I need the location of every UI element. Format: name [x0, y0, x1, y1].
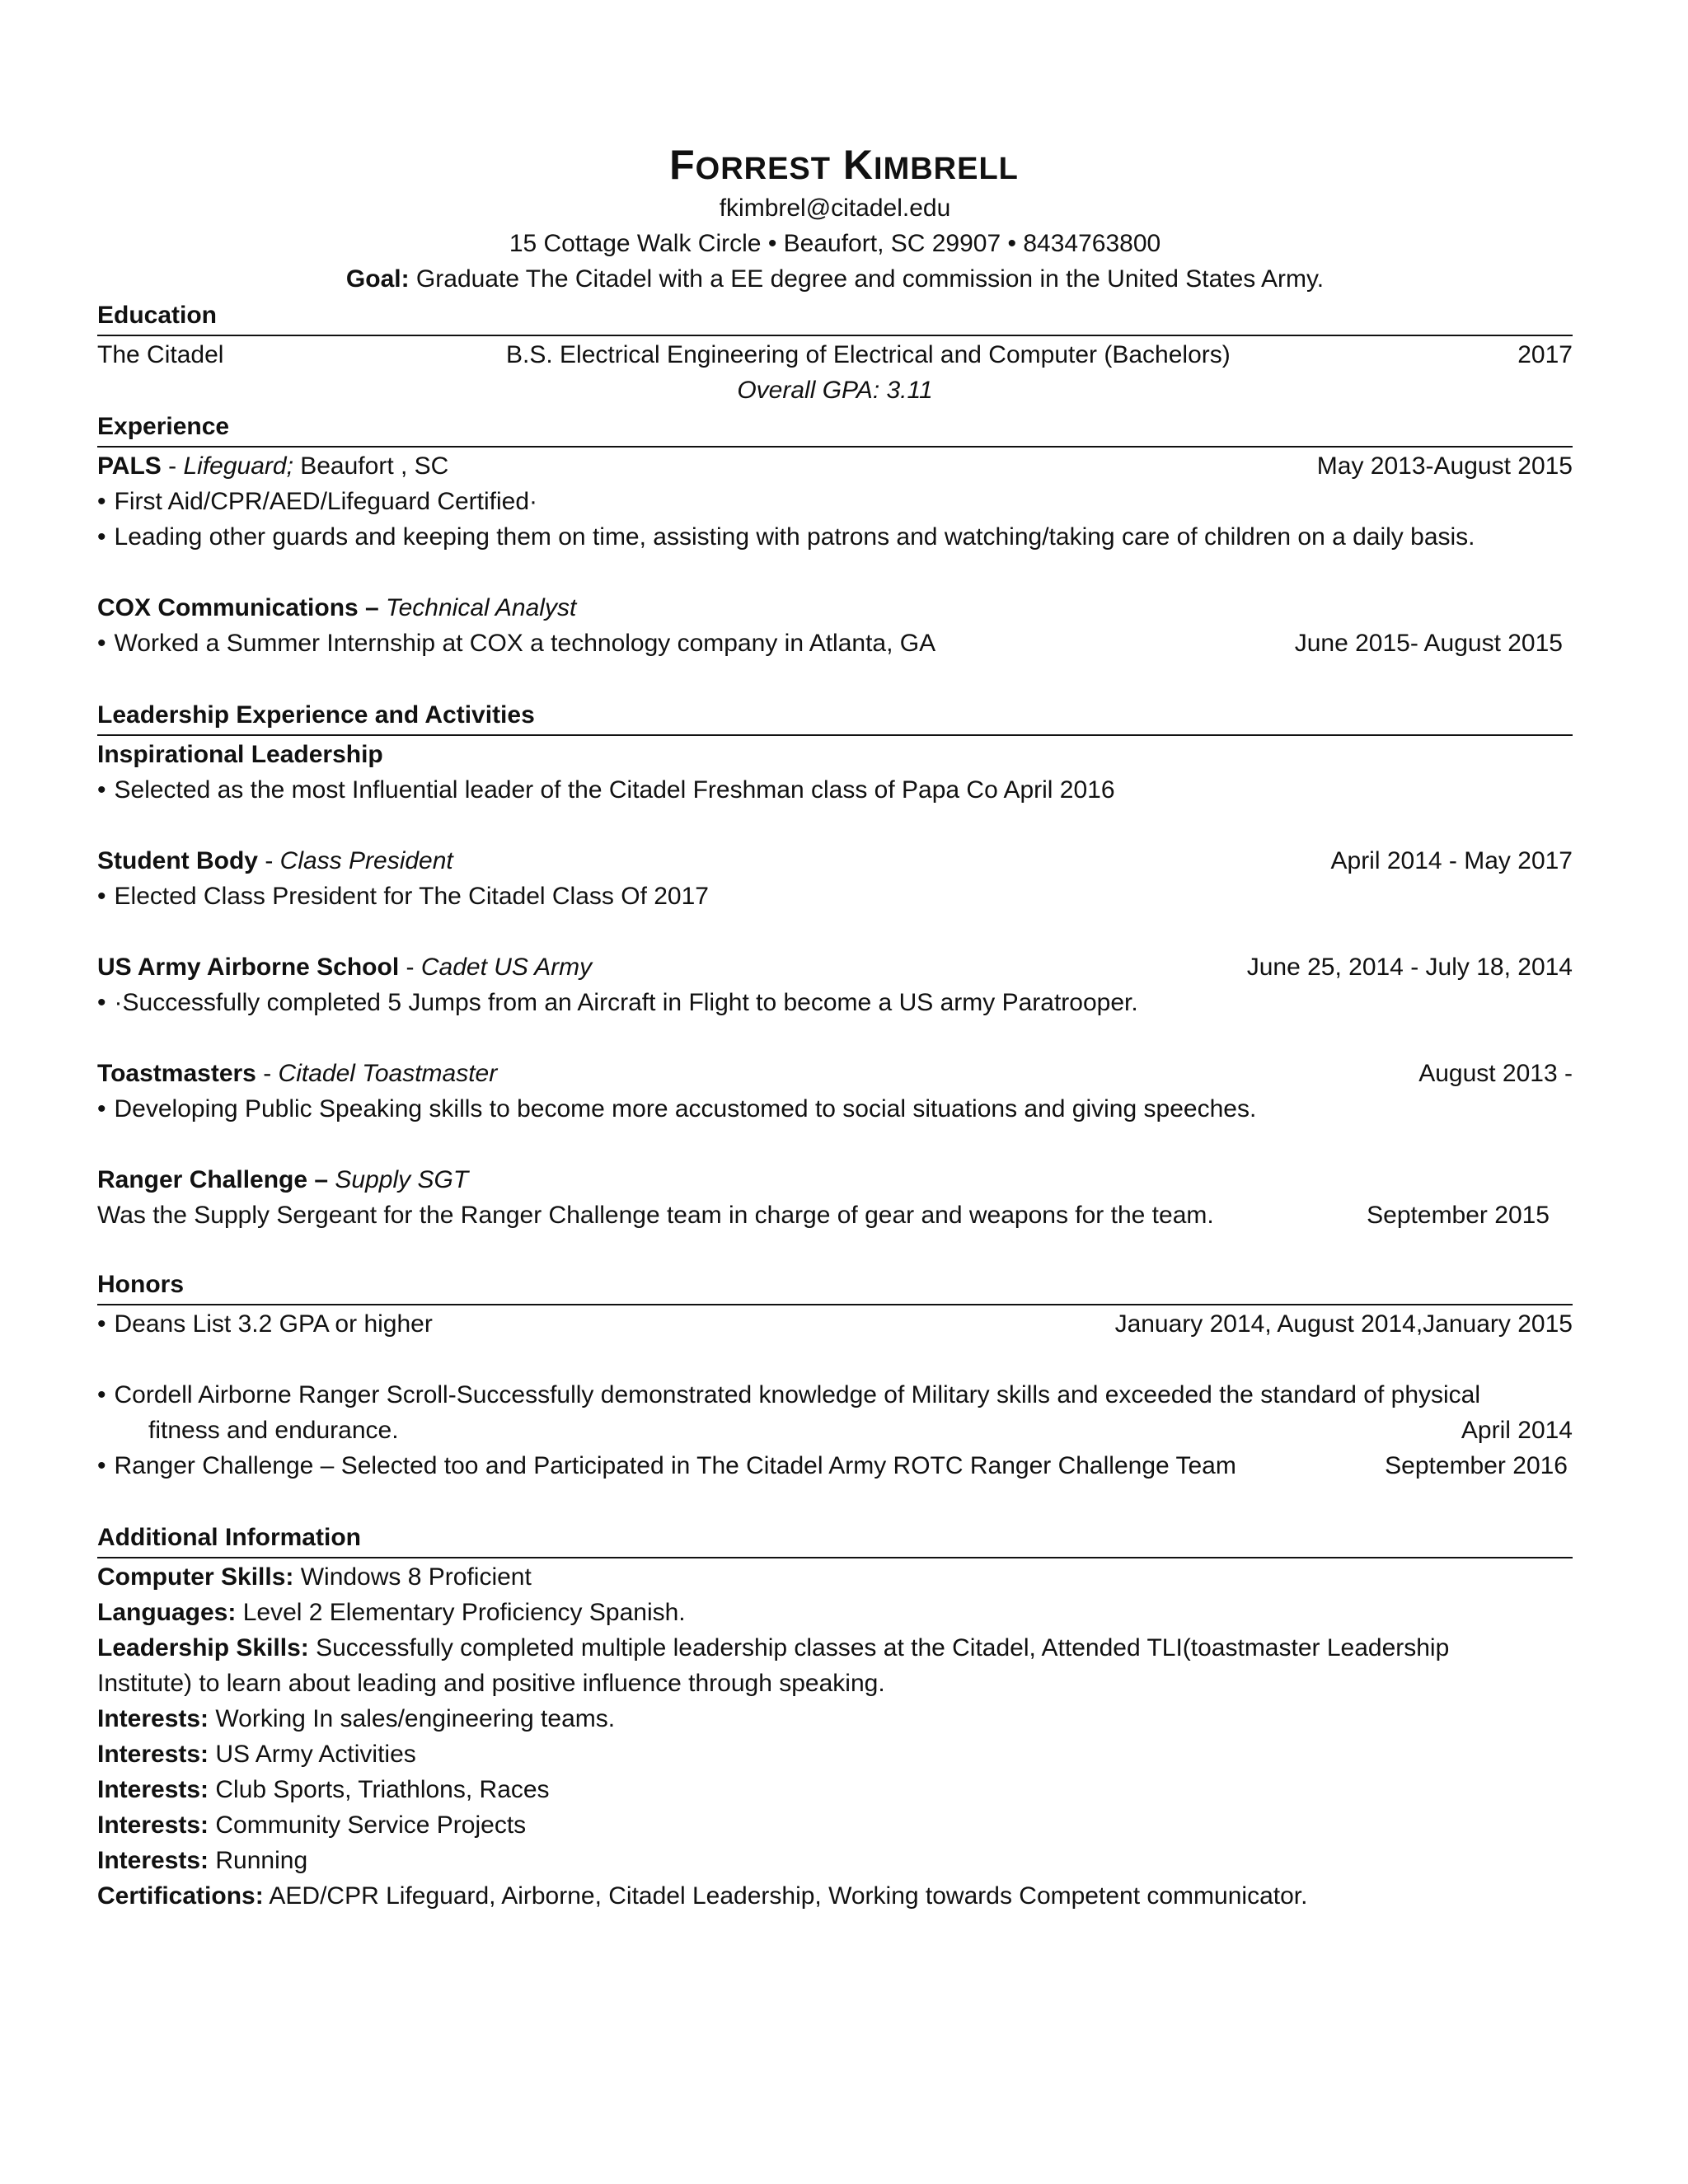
honors-heading: Honors [97, 1271, 184, 1298]
goal-line: Goal: Graduate The Citadel with a EE degree and commission in the United States Army. [345, 265, 1325, 293]
honors-divider [97, 1304, 1573, 1305]
bullet-item: • First Aid/CPR/AED/Lifeguard Certified· [97, 485, 1573, 519]
bullet-item: • ·Successfully completed 5 Jumps from an Aircraft in Flight to become a US army Paratrooper. [97, 986, 1573, 1020]
activity-dates: September 2015 [1367, 1202, 1550, 1229]
honor-item: • Cordell Airborne Ranger Scroll-Successfully demonstrated knowledge of Military skills and exceeded the standard of physical [97, 1378, 1573, 1413]
info-item: Interests: US Army Activities [97, 1741, 416, 1768]
activity-dates: April 2014 - May 2017 [1330, 847, 1573, 874]
graduation-year: 2017 [1517, 341, 1573, 368]
info-item: Institute) to learn about leading and positive influence through speaking. [97, 1670, 885, 1697]
info-item: Interests: Club Sports, Triathlons, Races [97, 1776, 550, 1803]
job-cox: COX Communications – Technical Analyst [97, 594, 577, 621]
leadership-divider [97, 734, 1573, 736]
activity-student-body: Student Body - Class President April 2014 - May 2017 [97, 844, 1573, 879]
bullet-item: • Selected as the most Influential leader of the Citadel Freshman class of Papa Co April 2016 [97, 773, 1573, 808]
education-heading: Education [97, 302, 218, 329]
experience-divider [97, 446, 1573, 448]
honor-dates: September 2016 [1385, 1452, 1568, 1479]
additional-divider [97, 1557, 1573, 1558]
leadership-heading: Leadership Experience and Activities [97, 701, 535, 729]
bullet-item: • Leading other guards and keeping them on time, assisting with patrons and watching/taking care of children on a daily basis. [97, 520, 1573, 555]
activity-toastmasters: Toastmasters - Citadel Toastmaster August 2013 - [97, 1057, 1573, 1091]
info-item: Interests: Community Service Projects [97, 1811, 527, 1839]
job-cox-detail [97, 626, 1573, 661]
info-item: Computer Skills: Windows 8 Proficient [97, 1563, 532, 1591]
honor-dates: April 2014 [1461, 1417, 1573, 1444]
degree: B.S. Electrical Engineering of Electrical and Computer (Bachelors) [506, 341, 1231, 368]
education-entry [97, 338, 1573, 373]
info-item: Certifications: AED/CPR Lifeguard, Airborne, Citadel Leadership, Working towards Competent communicator. [97, 1882, 1308, 1910]
honor-item-continued: fitness and endurance. April 2014 [97, 1413, 1573, 1448]
honor-dates: January 2014, August 2014,January 2015 [1114, 1310, 1573, 1338]
info-item: Languages: Level 2 Elementary Proficiency Spanish. [97, 1599, 686, 1626]
info-item: Interests: Running [97, 1847, 308, 1874]
info-item: Interests: Working In sales/engineering teams. [97, 1705, 616, 1732]
bullet-item: • Elected Class President for The Citadel Class Of 2017 [97, 879, 1573, 914]
activity-airborne: US Army Airborne School - Cadet US Army June 25, 2014 - July 18, 2014 [97, 950, 1573, 985]
job-dates: May 2013-August 2015 [1316, 452, 1573, 480]
contact-address: 15 Cottage Walk Circle • Beaufort, SC 29907 • 8434763800 [509, 230, 1161, 257]
school-name: The Citadel [97, 341, 224, 368]
info-item: Leadership Skills: Successfully completed multiple leadership classes at the Citadel, Attended TLI(toastmaster Leadership [97, 1634, 1450, 1661]
ranger-challenge-detail: Was the Supply Sergeant for the Ranger Challenge team in charge of gear and weapons for the team. September 2015 [97, 1198, 1573, 1233]
job-pals: PALS - Lifeguard; Beaufort , SC May 2013-August 2015 [97, 449, 1573, 484]
activity-dates: June 25, 2014 - July 18, 2014 [1246, 954, 1573, 981]
contact-email: fkimbrel@citadel.edu [719, 194, 951, 222]
experience-heading: Experience [97, 413, 230, 440]
bullet-item: • Worked a Summer Internship at COX a technology company in Atlanta, GA [97, 630, 935, 657]
job-dates: June 2015- August 2015 [1294, 630, 1563, 657]
gpa: Overall GPA: 3.11 [737, 377, 933, 404]
inspirational-title: Inspirational Leadership [97, 741, 383, 768]
activity-ranger-challenge: Ranger Challenge – Supply SGT [97, 1166, 469, 1193]
education-divider [97, 335, 1573, 336]
additional-heading: Additional Information [97, 1524, 361, 1551]
resume-name: FORREST KIMBRELL [669, 142, 1019, 188]
activity-dates: August 2013 - [1418, 1060, 1573, 1087]
honor-item: • Ranger Challenge – Selected too and Participated in The Citadel Army ROTC Ranger Challenge Team September 2016 [97, 1449, 1573, 1483]
honor-item: • Deans List 3.2 GPA or higher January 2014, August 2014,January 2015 [97, 1307, 1573, 1342]
bullet-item: • Developing Public Speaking skills to become more accustomed to social situations and giving speeches. [97, 1092, 1573, 1127]
